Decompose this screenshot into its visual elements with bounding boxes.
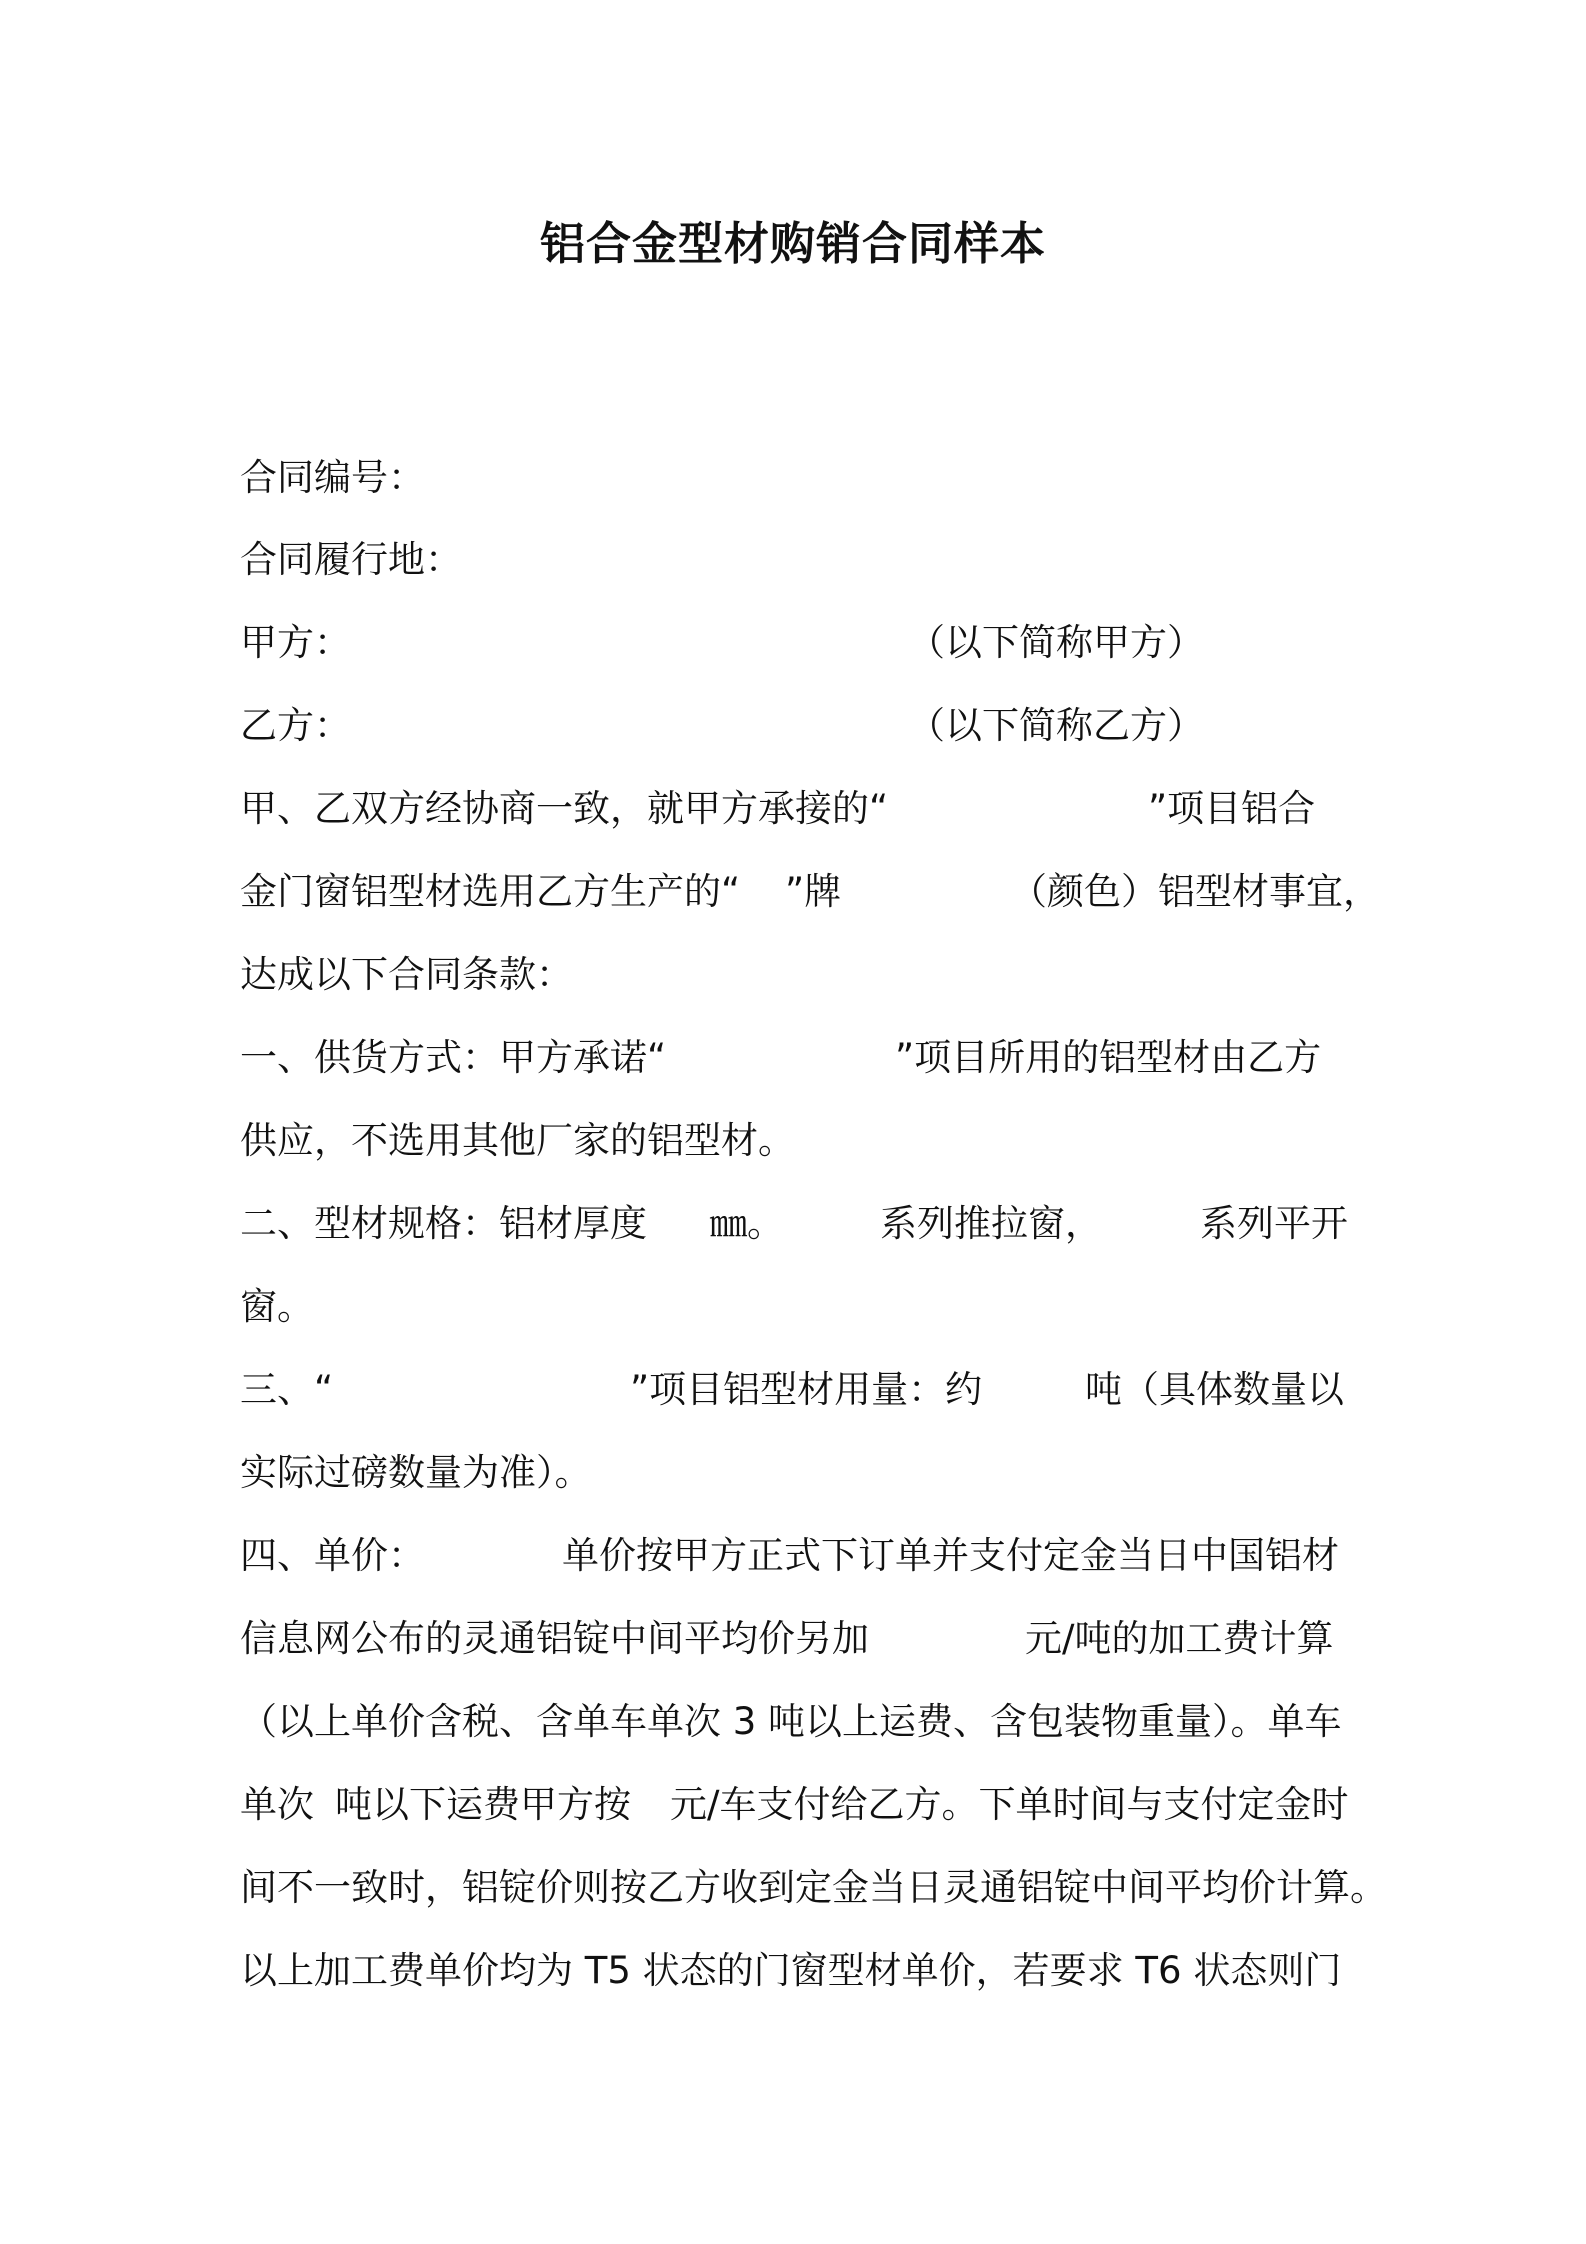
intro-line-2-b: ”牌 — [785, 870, 842, 913]
clause-4-line-6 — [240, 1945, 1342, 1997]
clause-2-line-2-text: 窗。 — [240, 1285, 314, 1328]
clause-3-line-1-c: 吨（具体数量以 — [1085, 1368, 1344, 1411]
party-a-abbr: （以下简称甲方） — [908, 621, 1204, 664]
party-a-label: 甲方： — [240, 621, 351, 664]
clause-4-line-6-text: 以上加工费单价均为 T5 状态的门窗型材单价，若要求 T6 状态则门 — [240, 1949, 1342, 1992]
document-title: 铝合金型材购销合同样本 — [539, 217, 1046, 270]
clause-4-line-4-a: 单次 — [240, 1783, 314, 1826]
document-body — [240, 0, 1387, 2132]
clause-4-line-5-text: 间不一致时，铝锭价则按乙方收到定金当日灵通铝锭中间平均价计算。 — [240, 1866, 1387, 1909]
clause-1-line-2-text: 供应，不选用其他厂家的铝型材。 — [240, 1119, 795, 1162]
clause-1-line-1-b: ”项目所用的铝型材由乙方 — [895, 1036, 1322, 1079]
clause-2-line-1-b: ㎜。 — [710, 1202, 784, 1245]
clause-4-line-3 — [240, 1696, 1342, 1748]
intro-line-2 — [240, 866, 1380, 918]
clause-4-line-4-b: 吨以下运费甲方按 — [335, 1783, 631, 1826]
clause-2-line-1-c: 系列推拉窗， — [880, 1202, 1102, 1245]
clause-2-line-1-d: 系列平开 — [1200, 1202, 1348, 1245]
clause-1-line-1-a: 一、供货方式：甲方承诺“ — [240, 1036, 667, 1079]
clause-4-line-5 — [240, 1862, 1387, 1914]
intro-line-1-a: 甲、乙双方经协商一致，就甲方承接的“ — [240, 787, 889, 830]
intro-line-2-c: （颜色）铝型材事宜， — [1010, 870, 1380, 913]
clause-4-line-2-a: 信息网公布的灵通铝锭中间平均价另加 — [240, 1617, 869, 1660]
party-b-abbr: （以下简称乙方） — [908, 704, 1204, 747]
contract-place-line — [240, 534, 462, 586]
party-b-label: 乙方： — [240, 704, 351, 747]
intro-line-2-a: 金门窗铝型材选用乙方生产的“ — [240, 870, 741, 913]
intro-line-3-text: 达成以下合同条款： — [240, 953, 573, 996]
clause-2-line-1-a: 二、型材规格：铝材厚度 — [240, 1202, 647, 1245]
clause-1-line-2 — [240, 1115, 795, 1167]
clause-3-line-2 — [240, 1447, 592, 1499]
clause-3-line-1 — [240, 1364, 1344, 1416]
clause-2-line-2 — [240, 1281, 314, 1333]
party-a-line — [240, 617, 1204, 669]
contract-place-label: 合同履行地： — [240, 538, 462, 581]
clause-3-line-2-text: 实际过磅数量为准）。 — [240, 1451, 592, 1494]
clause-4-line-1 — [240, 1530, 1339, 1582]
intro-line-3 — [240, 949, 573, 1001]
intro-line-1-b: ”项目铝合 — [1148, 787, 1316, 830]
clause-4-line-2-b: 元/吨的加工费计算 — [1025, 1617, 1334, 1660]
contract-number-label: 合同编号： — [240, 456, 425, 499]
clause-4-line-4 — [240, 1779, 1349, 1831]
contract-number-line — [240, 452, 425, 504]
clause-4-line-2 — [240, 1613, 1334, 1665]
clause-4-line-1-a: 四、单价： — [240, 1534, 425, 1577]
clause-4-line-4-c: 元/车支付给乙方。下单时间与支付定金时 — [670, 1783, 1349, 1826]
clause-3-line-1-a: 三、“ — [240, 1368, 334, 1411]
clause-3-line-1-b: ”项目铝型材用量：约 — [630, 1368, 983, 1411]
intro-line-1 — [240, 783, 1316, 835]
clause-4-line-3-text: （以上单价含税、含单车单次 3 吨以上运费、含包装物重量）。单车 — [240, 1700, 1342, 1743]
party-b-line — [240, 700, 1204, 752]
clause-1-line-1 — [240, 1032, 1322, 1084]
clause-4-line-1-b: 单价按甲方正式下订单并支付定金当日中国铝材 — [562, 1534, 1339, 1577]
clause-2-line-1 — [240, 1198, 1348, 1250]
